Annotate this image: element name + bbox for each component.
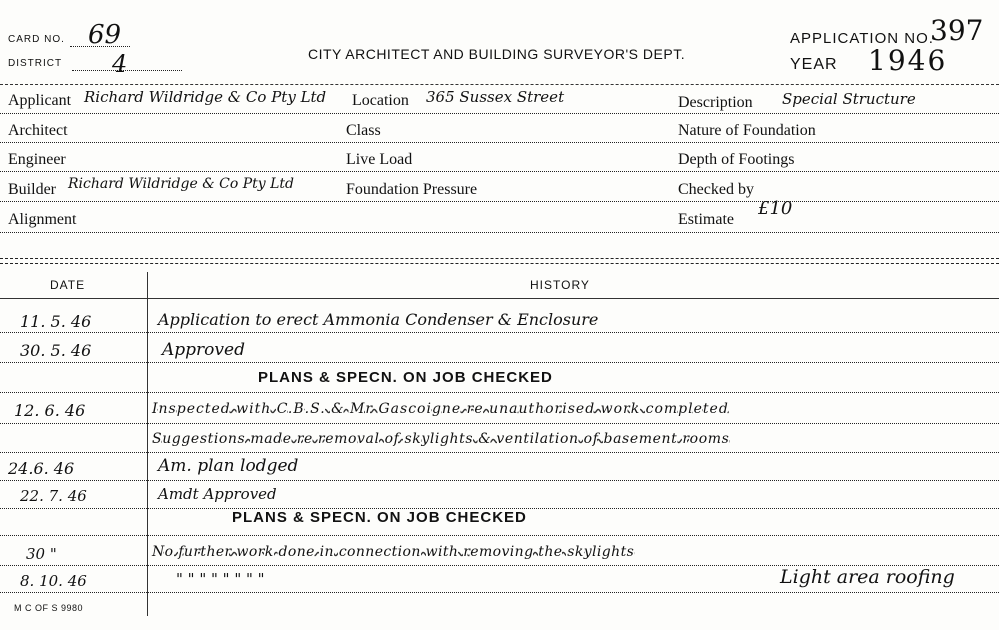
row-line — [0, 392, 999, 393]
row-history: Am. plan lodged — [158, 456, 299, 476]
alignment-label: Alignment — [8, 211, 77, 228]
description-value: Special Structure — [782, 90, 916, 108]
location-value: 365 Sussex Street — [426, 88, 565, 106]
row-date: 11. 5. 46 — [20, 312, 92, 331]
checked-label: Checked by — [678, 181, 754, 198]
depth-label: Depth of Footings — [678, 151, 795, 168]
row1-line — [0, 113, 999, 114]
application-label: APPLICATION NO. — [790, 30, 934, 47]
foundation-pressure-label: Foundation Pressure — [346, 181, 478, 198]
row-date: 30. 5. 46 — [20, 341, 92, 360]
estimate-value: £10 — [758, 198, 793, 219]
dept-title: CITY ARCHITECT AND BUILDING SURVEYOR'S DEPT. — [308, 46, 686, 62]
district-value: 4 — [112, 50, 128, 78]
row3-line — [0, 171, 999, 172]
row-line — [0, 423, 999, 424]
year-label: YEAR — [790, 56, 838, 73]
row-history: Light area roofing — [780, 566, 955, 588]
application-value: 397 — [930, 14, 984, 47]
liveload-label: Live Load — [346, 151, 413, 168]
row-history-ditto: " " " " " " " " — [176, 570, 265, 588]
row-line — [0, 362, 999, 363]
engineer-label: Engineer — [8, 151, 66, 168]
district-label: DISTRICT — [8, 58, 63, 69]
row-line — [0, 592, 999, 593]
row-history: Approved — [162, 340, 245, 360]
row-history-stamp: PLANS & SPECN. ON JOB CHECKED — [258, 369, 553, 386]
description-label: Description — [678, 94, 753, 111]
history-header: HISTORY — [530, 278, 590, 292]
card-no-value: 69 — [88, 20, 122, 50]
applicant-value: Richard Wildridge & Co Pty Ltd — [84, 88, 327, 106]
row-history: No further work done in connection with removing the skylights — [152, 544, 635, 560]
row-line — [0, 452, 999, 453]
table-top-border-2 — [0, 263, 999, 264]
applicant-label: Applicant — [8, 92, 72, 109]
row-line — [0, 332, 999, 333]
estimate-label: Estimate — [678, 211, 734, 228]
row-date: 30 " — [26, 545, 57, 563]
year-value: 1946 — [868, 44, 948, 77]
row-history-stamp: PLANS & SPECN. ON JOB CHECKED — [232, 509, 527, 526]
row-date: 8. 10. 46 — [20, 572, 87, 590]
row-date: 24.6. 46 — [8, 459, 75, 478]
table-top-border — [0, 258, 999, 259]
row-history: Amdt Approved — [158, 485, 277, 503]
card-no-label: CARD NO. — [8, 34, 65, 45]
row-line — [0, 535, 999, 536]
form-code: M C OF S 9980 — [14, 603, 84, 613]
row5-line — [0, 232, 999, 233]
location-label: Location — [352, 92, 409, 109]
builder-label: Builder — [8, 181, 56, 198]
nature-label: Nature of Foundation — [678, 122, 816, 139]
row-history: Inspected with C.B.S. & Mr Gascoigne re unauthorised work completed — [152, 401, 729, 417]
builder-value: Richard Wildridge & Co Pty Ltd — [68, 176, 295, 192]
row2-line — [0, 142, 999, 143]
row-history: Suggestions made re removal of skylights & ventilation of basement rooms — [152, 431, 730, 447]
row-line — [0, 480, 999, 481]
row-history: Application to erect Ammonia Condenser & Enclosure — [158, 310, 599, 329]
header-rule — [0, 298, 999, 299]
row-date: 12. 6. 46 — [14, 401, 86, 420]
architect-label: Architect — [8, 122, 68, 139]
class-label: Class — [346, 122, 381, 139]
row-date: 22. 7. 46 — [20, 487, 87, 505]
row4-line — [0, 201, 999, 202]
header-divider — [0, 84, 999, 85]
date-header: DATE — [50, 278, 86, 292]
